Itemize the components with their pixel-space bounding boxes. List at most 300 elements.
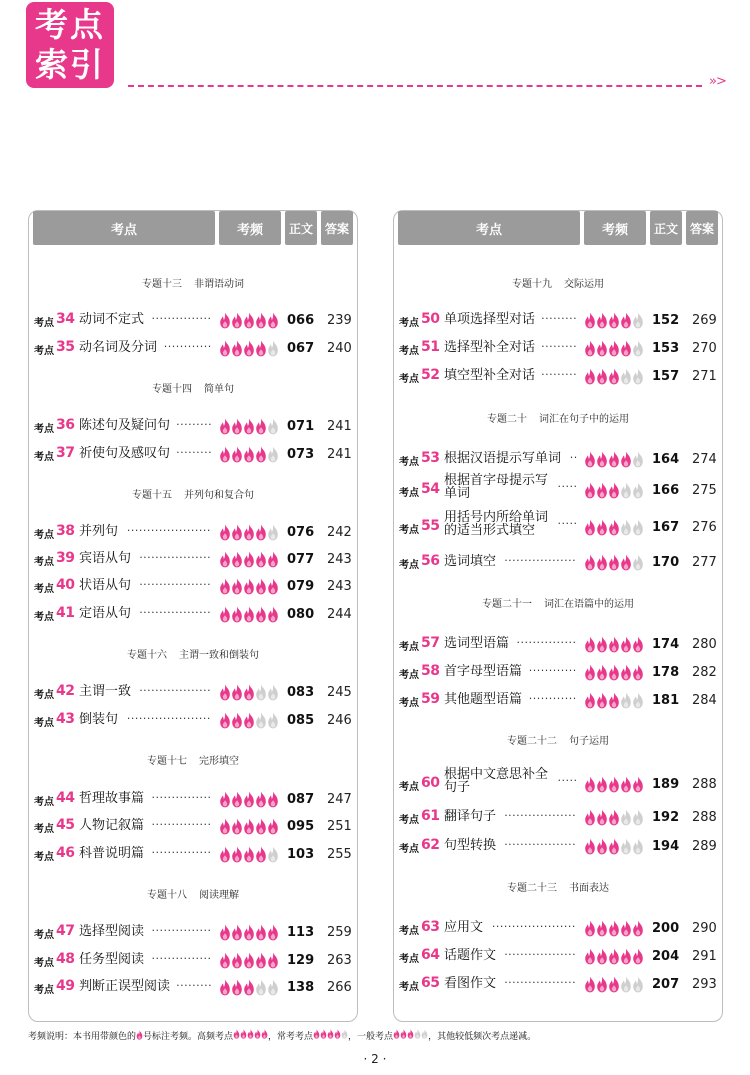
topic-title: 完形填空	[199, 756, 239, 767]
flame-icon	[255, 818, 267, 835]
legend-high-freq-icons	[233, 1032, 268, 1042]
flame-icon	[608, 312, 620, 329]
kaodian-title: 判断正误型阅读	[79, 979, 171, 994]
flame-icon	[334, 1029, 341, 1039]
flame-icon	[219, 924, 231, 941]
frequency-rating	[219, 340, 279, 358]
flame-icon	[255, 418, 267, 435]
text-page-number: 200	[652, 921, 680, 936]
topic-number: 专题二十一	[482, 599, 532, 610]
text-page-number: 085	[287, 713, 315, 728]
topic-title: 并列句和复合句	[184, 490, 254, 501]
flame-icon	[261, 1029, 268, 1039]
leader-dots: ·········	[541, 312, 578, 325]
flame-icon	[267, 446, 279, 463]
kaodian-label: 考点	[399, 815, 419, 826]
column-header-zhengwen: 正文	[285, 211, 317, 245]
flame-icon	[608, 976, 620, 993]
frequency-rating	[219, 524, 279, 542]
text-page-number: 080	[287, 607, 315, 622]
kaodian-title: 人物记叙篇	[79, 818, 145, 833]
flame-icon	[255, 846, 267, 863]
index-row[interactable]	[29, 340, 357, 360]
frequency-rating	[584, 482, 644, 500]
flame-icon	[632, 838, 644, 855]
flame-icon	[243, 791, 255, 808]
frequency-rating	[584, 809, 644, 827]
kaodian-title: 倒装句	[79, 712, 119, 727]
flame-icon	[267, 524, 279, 541]
flame-icon	[243, 818, 255, 835]
flame-icon	[243, 312, 255, 329]
answer-page-number: 241	[327, 447, 352, 462]
kaodian-label: 考点	[399, 488, 419, 499]
kaodian-number: 60	[421, 775, 440, 791]
flame-icon	[596, 664, 608, 681]
index-row[interactable]	[394, 838, 722, 858]
kaodian-number: 54	[421, 481, 440, 497]
flame-icon	[632, 920, 644, 937]
frequency-rating	[219, 952, 279, 970]
kaodian-label: 考点	[34, 530, 54, 541]
flame-icon	[596, 776, 608, 793]
text-page-number: 095	[287, 819, 315, 834]
kaodian-label: 考点	[34, 424, 54, 435]
flame-icon	[243, 846, 255, 863]
flame-icon	[231, 924, 243, 941]
leader-dots: ············	[528, 664, 577, 677]
flame-icon	[313, 1029, 320, 1039]
badge-line-2: 索引	[35, 45, 105, 84]
flame-icon	[620, 554, 632, 571]
index-row[interactable]	[29, 446, 357, 466]
frequency-rating	[219, 551, 279, 569]
flame-icon	[608, 519, 620, 536]
kaodian-label: 考点	[34, 318, 54, 329]
answer-page-number: 255	[327, 847, 352, 862]
leader-dots: ··················	[504, 554, 577, 567]
topic-title: 交际运用	[564, 279, 604, 290]
flame-icon	[620, 776, 632, 793]
kaodian-title: 单项选择型对话	[444, 312, 536, 327]
flame-icon	[219, 684, 231, 701]
flame-icon	[267, 340, 279, 357]
flame-icon	[632, 809, 644, 826]
kaodian-label: 考点	[34, 718, 54, 729]
index-row[interactable]	[29, 712, 357, 732]
topic-heading	[394, 879, 722, 894]
flame-icon	[596, 312, 608, 329]
kaodian-label: 考点	[34, 958, 54, 969]
leader-dots: ·····	[557, 517, 578, 530]
index-row[interactable]	[29, 684, 357, 704]
kaodian-title	[444, 474, 548, 500]
index-row[interactable]	[394, 767, 722, 796]
text-page-number: 192	[652, 810, 680, 825]
kaodian-label: 考点	[399, 560, 419, 571]
kaodian-title: 句型转换	[444, 838, 497, 853]
kaodian-title: 根据汉语提示写单词	[444, 451, 562, 466]
index-row[interactable]	[29, 952, 357, 972]
kaodian-title: 选词型语篇	[444, 636, 510, 651]
topic-number: 专题二十二	[507, 736, 557, 747]
column-header-kaodian: 考点	[398, 211, 580, 245]
flame-icon	[255, 340, 267, 357]
flame-icon	[219, 340, 231, 357]
left-index-table	[28, 210, 358, 1022]
flame-icon	[255, 551, 267, 568]
flame-icon	[219, 791, 231, 808]
leader-dots: ·····	[557, 774, 578, 787]
leader-dots: ·········	[176, 979, 213, 992]
index-row[interactable]	[29, 524, 357, 544]
flame-icon	[584, 312, 596, 329]
flame-icon	[136, 1030, 143, 1040]
flame-icon	[596, 451, 608, 468]
kaodian-title-line-2: 的适当形式填空	[444, 523, 536, 538]
index-row[interactable]	[29, 418, 357, 438]
kaodian-label: 考点	[399, 782, 419, 793]
topic-title: 词汇在句子中的运用	[539, 414, 629, 425]
flame-icon	[243, 952, 255, 969]
frequency-rating	[219, 791, 279, 809]
index-row[interactable]	[29, 924, 357, 944]
index-row[interactable]	[394, 976, 722, 996]
frequency-rating	[584, 519, 644, 537]
kaodian-title: 填空型补全对话	[444, 368, 536, 383]
flame-icon	[267, 418, 279, 435]
kaodian-number: 41	[56, 605, 75, 621]
kaodian-number: 42	[56, 683, 75, 699]
flame-icon	[247, 1029, 254, 1039]
flame-icon	[632, 664, 644, 681]
answer-page-number: 275	[692, 483, 717, 498]
answer-page-number: 284	[692, 693, 717, 708]
kaodian-number: 61	[421, 808, 440, 824]
index-row[interactable]	[394, 692, 722, 712]
flame-icon	[608, 838, 620, 855]
text-page-number: 077	[287, 552, 315, 567]
index-badge	[26, 2, 114, 88]
flame-icon	[255, 606, 267, 623]
answer-page-number: 290	[692, 921, 717, 936]
column-header-zhengwen: 正文	[650, 211, 682, 245]
kaodian-number: 43	[56, 711, 75, 727]
topic-title: 主谓一致和倒装句	[179, 650, 259, 661]
frequency-rating	[584, 451, 644, 469]
flame-icon	[231, 578, 243, 595]
flame-icon	[584, 838, 596, 855]
legend-common-icons	[313, 1032, 348, 1042]
text-page-number: 073	[287, 447, 315, 462]
kaodian-number: 40	[56, 577, 75, 593]
flame-icon	[393, 1029, 400, 1039]
kaodian-label: 考点	[399, 670, 419, 681]
text-page-number: 152	[652, 313, 680, 328]
column-header-kaodian: 考点	[33, 211, 215, 245]
kaodian-number: 38	[56, 523, 75, 539]
legend-mid-3: ，一般考点	[348, 1032, 394, 1042]
text-page-number: 071	[287, 419, 315, 434]
flame-icon	[240, 1029, 247, 1039]
leader-dots: ···············	[151, 952, 212, 965]
index-row[interactable]	[394, 510, 722, 539]
flame-icon	[596, 636, 608, 653]
kaodian-number: 65	[421, 975, 440, 991]
index-row[interactable]	[394, 920, 722, 940]
topic-number: 专题十七	[147, 756, 187, 767]
topic-number: 专题十三	[142, 279, 182, 290]
flame-icon	[584, 340, 596, 357]
flame-icon	[608, 776, 620, 793]
frequency-rating	[219, 606, 279, 624]
topic-number: 专题十九	[512, 279, 552, 290]
text-page-number: 087	[287, 792, 315, 807]
leader-dots: ··················	[504, 838, 577, 851]
flame-icon	[632, 976, 644, 993]
flame-icon	[632, 451, 644, 468]
leader-dots: ··················	[504, 809, 577, 822]
flame-icon	[584, 451, 596, 468]
text-page-number: 113	[287, 925, 315, 940]
leader-dots: ·········	[541, 340, 578, 353]
frequency-rating	[219, 846, 279, 864]
kaodian-label: 考点	[34, 824, 54, 835]
flame-icon	[584, 664, 596, 681]
kaodian-number: 63	[421, 919, 440, 935]
text-page-number: 178	[652, 665, 680, 680]
kaodian-number: 47	[56, 923, 75, 939]
kaodian-number: 44	[56, 790, 75, 806]
flame-icon	[231, 551, 243, 568]
topic-heading	[29, 752, 357, 767]
kaodian-label: 考点	[399, 346, 419, 357]
text-page-number: 067	[287, 341, 315, 356]
kaodian-label: 考点	[399, 525, 419, 536]
kaodian-title-line-2: 单词	[444, 486, 471, 501]
answer-page-number: 274	[692, 452, 717, 467]
kaodian-number: 35	[56, 339, 75, 355]
flame-icon	[596, 482, 608, 499]
flame-icon	[584, 636, 596, 653]
flame-icon	[267, 952, 279, 969]
answer-page-number: 259	[327, 925, 352, 940]
flame-icon	[267, 924, 279, 941]
frequency-rating	[584, 636, 644, 654]
text-page-number: 138	[287, 980, 315, 995]
flame-icon	[267, 578, 279, 595]
flame-icon	[231, 952, 243, 969]
index-row[interactable]	[394, 948, 722, 968]
text-page-number: 194	[652, 839, 680, 854]
index-row[interactable]	[29, 818, 357, 838]
kaodian-number: 51	[421, 339, 440, 355]
kaodian-title: 科普说明篇	[79, 846, 145, 861]
topic-heading	[394, 275, 722, 290]
leader-dots: ············	[528, 692, 577, 705]
kaodian-title	[444, 768, 548, 794]
leader-dots: ···············	[151, 924, 212, 937]
index-row[interactable]	[394, 340, 722, 360]
flame-icon	[620, 368, 632, 385]
kaodian-number: 57	[421, 635, 440, 651]
flame-icon	[596, 692, 608, 709]
kaodian-number: 50	[421, 311, 440, 327]
answer-page-number: 239	[327, 313, 352, 328]
text-page-number: 204	[652, 949, 680, 964]
flame-icon	[243, 446, 255, 463]
kaodian-label: 考点	[399, 954, 419, 965]
kaodian-number: 53	[421, 450, 440, 466]
kaodian-number: 56	[421, 553, 440, 569]
flame-icon	[632, 636, 644, 653]
index-row[interactable]	[29, 312, 357, 332]
kaodian-label: 考点	[399, 982, 419, 993]
answer-page-number: 282	[692, 665, 717, 680]
index-row[interactable]	[394, 664, 722, 684]
flame-icon	[243, 684, 255, 701]
index-row[interactable]	[29, 578, 357, 598]
frequency-rating	[219, 818, 279, 836]
kaodian-number: 59	[421, 691, 440, 707]
topic-number: 专题十五	[132, 490, 172, 501]
answer-page-number: 293	[692, 977, 717, 992]
frequency-rating	[219, 712, 279, 730]
flame-icon	[620, 451, 632, 468]
index-row[interactable]	[29, 979, 357, 999]
answer-page-number: 288	[692, 810, 717, 825]
leader-dots: ·····················	[126, 524, 211, 537]
table-header	[29, 211, 357, 245]
kaodian-number: 34	[56, 311, 75, 327]
topic-title: 阅读理解	[199, 890, 239, 901]
text-page-number: 164	[652, 452, 680, 467]
flame-icon	[620, 519, 632, 536]
flame-icon	[243, 606, 255, 623]
leader-dots: ··················	[504, 976, 577, 989]
flame-icon	[584, 482, 596, 499]
index-row[interactable]	[394, 451, 722, 471]
flame-icon	[231, 340, 243, 357]
kaodian-number: 64	[421, 947, 440, 963]
frequency-rating	[219, 312, 279, 330]
flame-icon	[231, 606, 243, 623]
flame-icon	[596, 554, 608, 571]
flame-icon	[608, 948, 620, 965]
topic-title: 简单句	[204, 384, 234, 395]
answer-page-number: 247	[327, 792, 352, 807]
kaodian-title: 祈使句及感叹句	[79, 446, 171, 461]
answer-page-number: 280	[692, 637, 717, 652]
kaodian-title	[444, 511, 548, 537]
frequency-rating	[219, 578, 279, 596]
answer-page-number: 271	[692, 369, 717, 384]
flame-icon	[219, 578, 231, 595]
kaodian-title: 宾语从句	[79, 551, 132, 566]
flame-icon	[596, 948, 608, 965]
flame-icon	[620, 340, 632, 357]
kaodian-title: 话题作文	[444, 948, 497, 963]
header-dashed-divider	[128, 85, 702, 87]
index-row[interactable]	[394, 809, 722, 829]
flame-icon	[255, 791, 267, 808]
flame-icon	[608, 664, 620, 681]
kaodian-title: 选择型阅读	[79, 924, 145, 939]
kaodian-label: 考点	[399, 318, 419, 329]
kaodian-number: 58	[421, 663, 440, 679]
kaodian-number: 62	[421, 837, 440, 853]
flame-icon	[219, 551, 231, 568]
flame-icon	[255, 578, 267, 595]
topic-title: 书面表达	[569, 883, 609, 894]
flame-icon	[231, 312, 243, 329]
flame-icon	[584, 948, 596, 965]
index-row[interactable]	[29, 846, 357, 866]
flame-icon	[219, 952, 231, 969]
index-row[interactable]	[394, 368, 722, 388]
flame-icon	[254, 1029, 261, 1039]
leader-dots: ·········	[541, 368, 578, 381]
kaodian-number: 55	[421, 518, 440, 534]
kaodian-label: 考点	[399, 642, 419, 653]
kaodian-title: 动名词及分词	[79, 340, 158, 355]
flame-icon	[267, 712, 279, 729]
frequency-rating	[584, 368, 644, 386]
column-header-kaopin: 考频	[219, 211, 281, 245]
kaodian-label: 考点	[34, 557, 54, 568]
flame-icon	[632, 554, 644, 571]
kaodian-label: 考点	[34, 797, 54, 808]
flame-icon	[231, 446, 243, 463]
answer-page-number: 251	[327, 819, 352, 834]
answer-page-number: 269	[692, 313, 717, 328]
index-row[interactable]	[29, 606, 357, 626]
flame-icon	[231, 818, 243, 835]
topic-heading	[29, 886, 357, 901]
index-row[interactable]	[394, 554, 722, 574]
index-row[interactable]	[394, 312, 722, 332]
topic-heading	[29, 646, 357, 661]
text-page-number: 189	[652, 777, 680, 792]
index-row[interactable]	[29, 551, 357, 571]
leader-dots: ···············	[516, 636, 577, 649]
flame-icon	[632, 312, 644, 329]
index-row[interactable]	[394, 636, 722, 656]
index-row[interactable]	[394, 473, 722, 502]
frequency-rating	[219, 684, 279, 702]
kaodian-title-line-2: 句子	[444, 780, 471, 795]
flame-icon	[219, 446, 231, 463]
flame-icon	[243, 340, 255, 357]
kaodian-title-line-1: 用括号内所给单词	[444, 510, 549, 525]
flame-icon	[596, 920, 608, 937]
index-row[interactable]	[29, 791, 357, 811]
flame-icon	[608, 809, 620, 826]
leader-dots: ·········	[176, 418, 213, 431]
frequency-rating	[219, 979, 279, 997]
flame-icon	[320, 1029, 327, 1039]
flame-icon	[219, 818, 231, 835]
flame-icon	[219, 606, 231, 623]
kaodian-label: 考点	[34, 452, 54, 463]
flame-icon	[584, 692, 596, 709]
flame-icon	[608, 451, 620, 468]
leader-dots: ···············	[151, 846, 212, 859]
flame-icon	[267, 979, 279, 996]
kaodian-title: 翻译句子	[444, 809, 497, 824]
flame-icon	[584, 554, 596, 571]
frequency-rating	[219, 418, 279, 436]
